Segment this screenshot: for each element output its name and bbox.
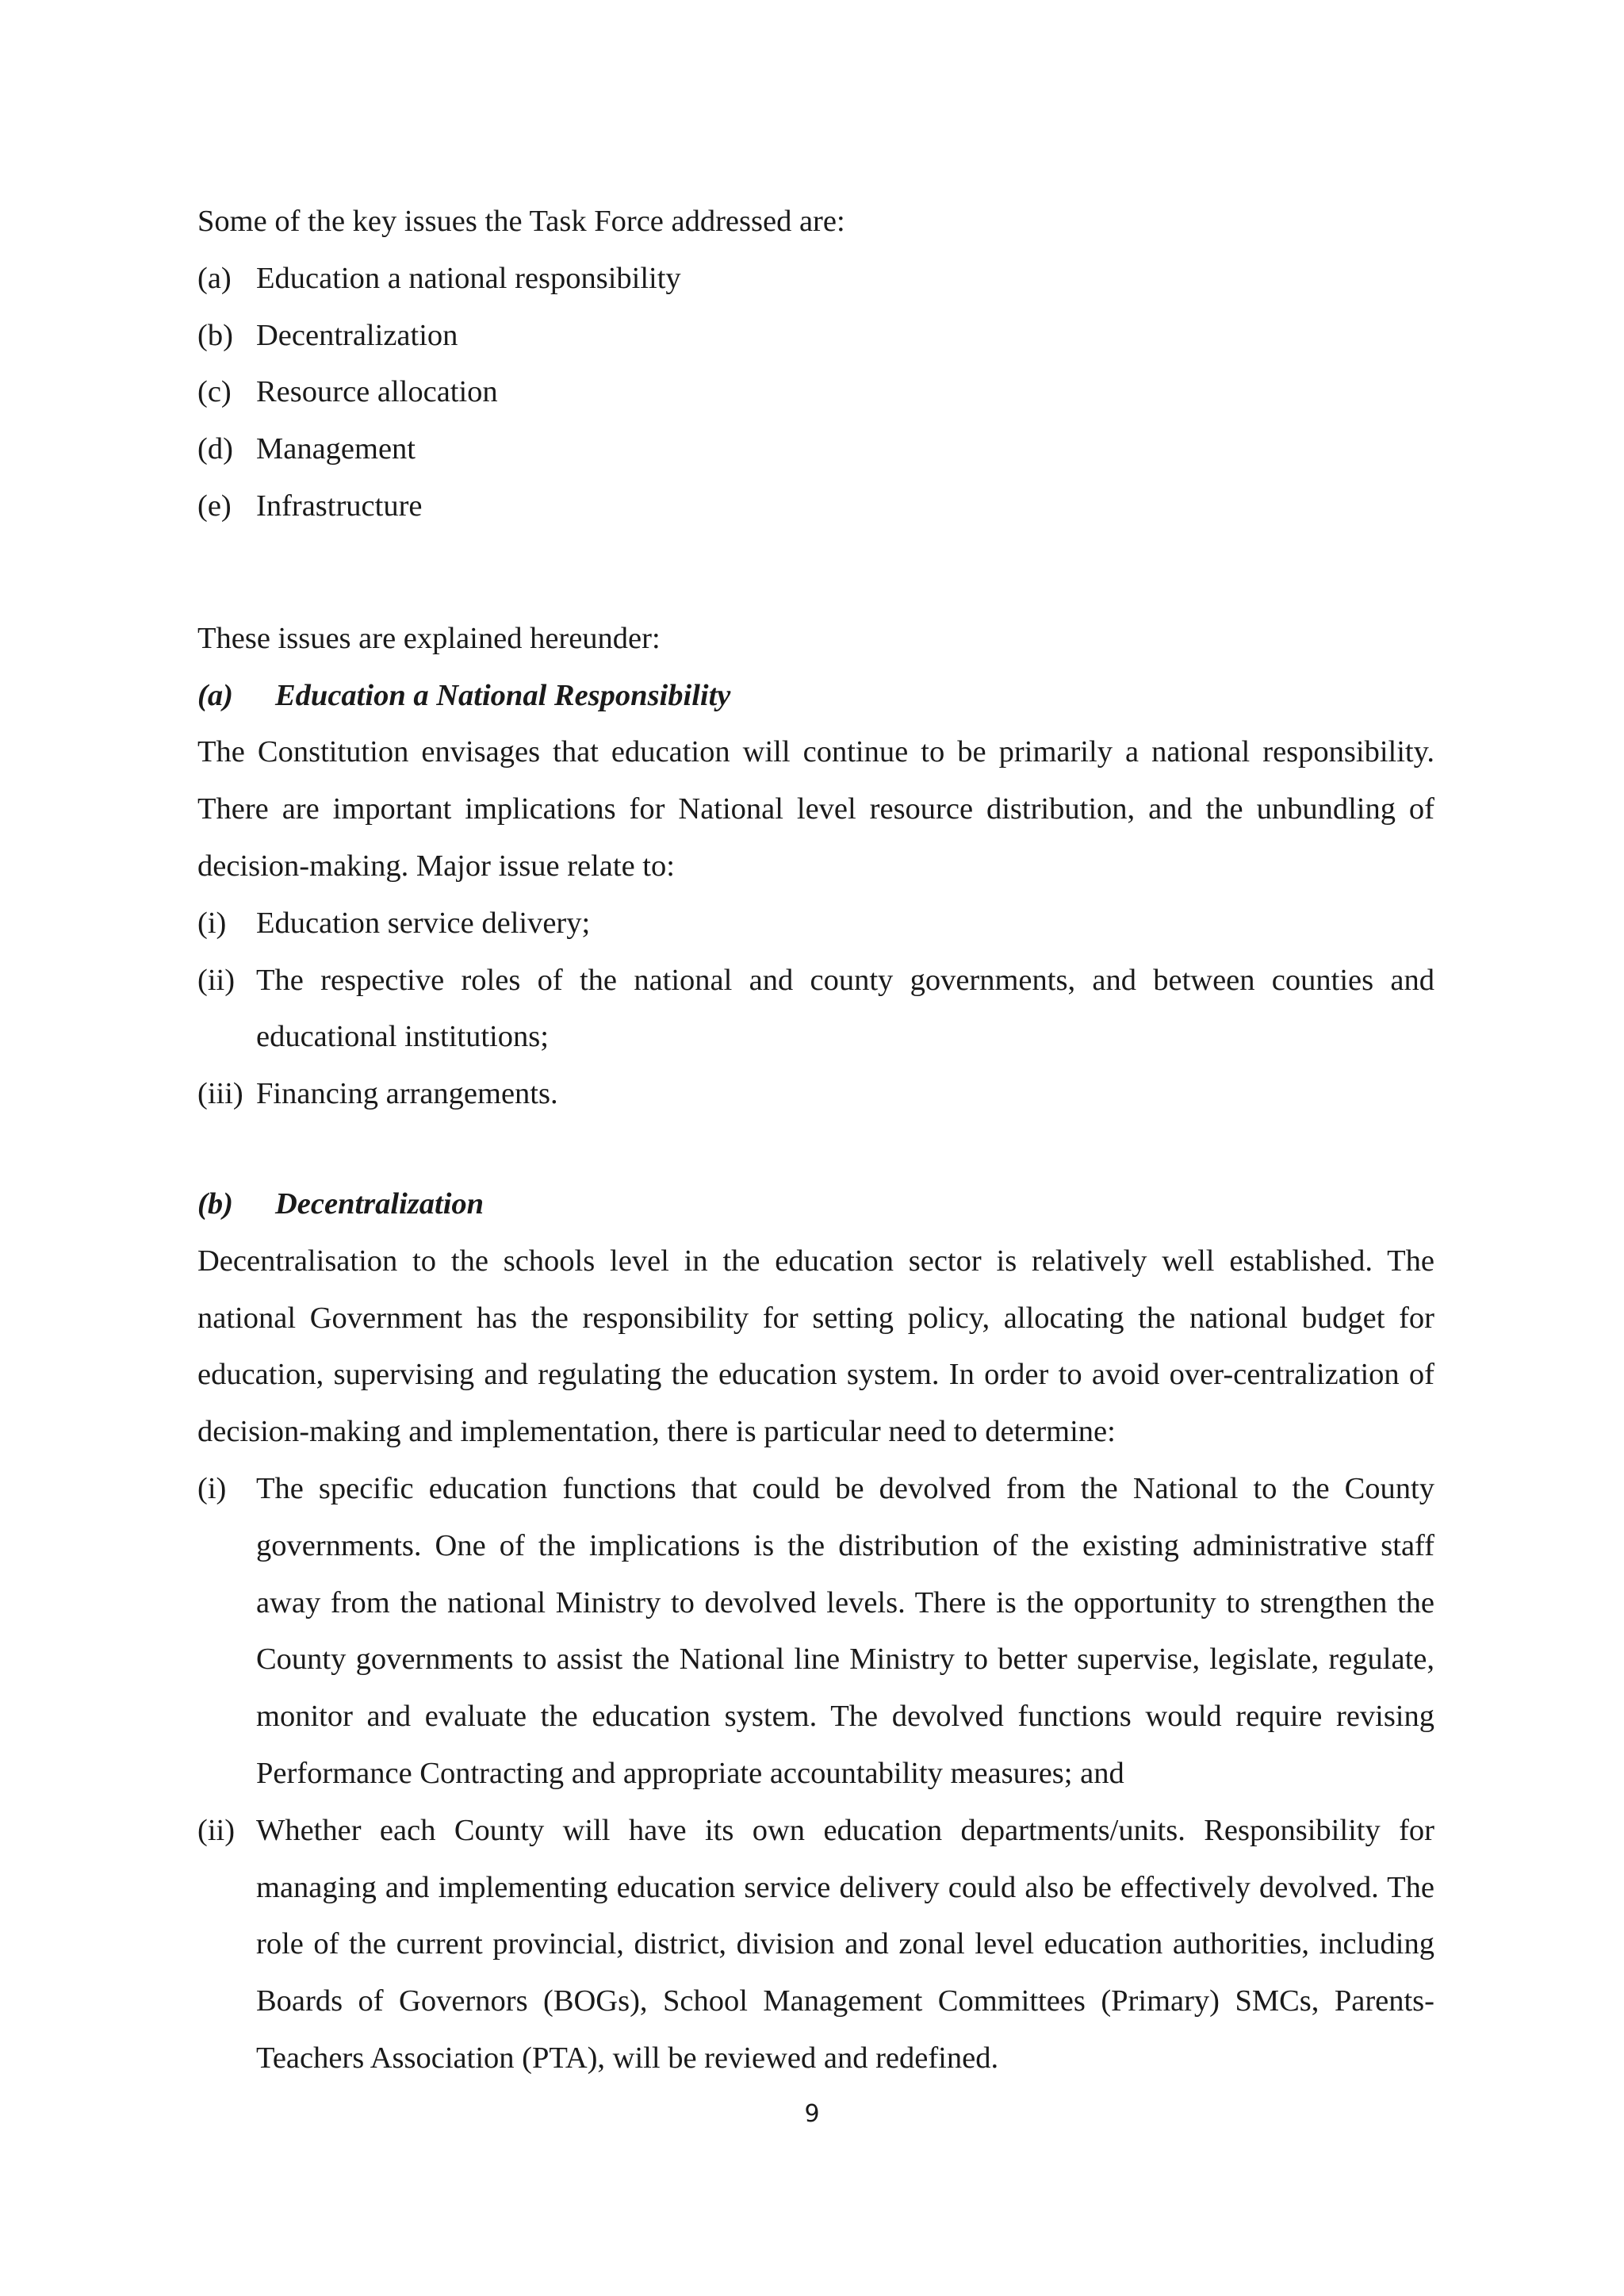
list-item-text: The specific education functions that could be devolved from the National to the County governments. One of the implications is the distribution of the existing administrative staff away from the national Ministry to devolved levels. There is the opportunity to strengthen the County governments to assist the National line Ministry to better supervise, legislate, regulate, monitor and evaluate the education system. The devolved functions would require revising Performance Contracting and appropriate accountability measures; and [256, 1471, 1434, 1790]
section-a-title: Education a National Responsibility [275, 678, 731, 712]
list-item [197, 895, 1434, 953]
section-a-label: (a) [197, 678, 233, 712]
list-item [197, 953, 1434, 1067]
list-item-text: Whether each County will have its own education departments/units. Responsibility for managing and implementing education service delivery could also be effectively devolved. The role of the current provincial, district, division and zonal level education authorities, including Boards of Governors (BOGs), School Management Committees (Primary) SMCs, Parents-Teachers Association (PTA), will be reviewed and redefined. [256, 1813, 1434, 2075]
list-item-text: Education service delivery; [256, 906, 591, 940]
section-a-heading [197, 668, 1434, 725]
list-item [197, 421, 1434, 478]
section-b-paragraph: Decentralisation to the schools level in the education sector is relatively well established. The national Government has the responsibility for setting policy, allocating the national budget for education, supervising and regulating the education system. In order to avoid over-centralization of decision-making and implementation, there is particular need to determine: [197, 1244, 1434, 1449]
list-item [197, 1803, 1434, 2087]
list-item [197, 308, 1434, 365]
section-b-list [197, 1461, 1434, 2087]
section-a-paragraph: The Constitution envisages that education will continue to be primarily a national responsibility. There are important implications for National level resource distribution, and the unbundling of decision-making. Major issue relate to: [197, 735, 1434, 883]
list-item [197, 1066, 1434, 1123]
spacer [197, 1123, 1434, 1176]
list-item-text: Infrastructure [256, 489, 423, 523]
list-item-text: Education a national responsibility [256, 261, 681, 295]
list-item-label: (a) [197, 261, 232, 295]
list-item-label: (ii) [197, 1813, 236, 1847]
list-item [197, 1461, 1434, 1803]
list-item-label: (i) [197, 906, 227, 940]
list-item-label: (ii) [197, 963, 236, 997]
key-issues-list [197, 251, 1434, 535]
list-item [197, 478, 1434, 535]
section-b-label: (b) [197, 1186, 233, 1221]
list-item [197, 251, 1434, 308]
list-item-label: (c) [197, 375, 232, 409]
intro-text: Some of the key issues the Task Force addressed are: [197, 205, 845, 238]
section-b-title: Decentralization [275, 1186, 485, 1221]
spacer [197, 535, 1434, 611]
document-page [197, 194, 1434, 2087]
list-item-label: (b) [197, 318, 233, 352]
list-item-label: (iii) [197, 1077, 243, 1111]
list-item-label: (d) [197, 432, 233, 466]
page-number: 9 [804, 2100, 820, 2128]
list-item [197, 364, 1434, 421]
section-a-list [197, 895, 1434, 1123]
explained-intro-text: These issues are explained hereunder: [197, 621, 661, 655]
list-item-text: Financing arrangements. [256, 1077, 558, 1111]
section-b-heading [197, 1176, 1434, 1233]
list-item-label: (e) [197, 489, 232, 523]
list-item-text: Management [256, 432, 416, 466]
list-item-label: (i) [197, 1471, 227, 1505]
list-item-text: Resource allocation [256, 375, 498, 409]
list-item-text: The respective roles of the national and county governments, and between counties and educational institutions; [256, 963, 1434, 1054]
list-item-text: Decentralization [256, 318, 458, 352]
